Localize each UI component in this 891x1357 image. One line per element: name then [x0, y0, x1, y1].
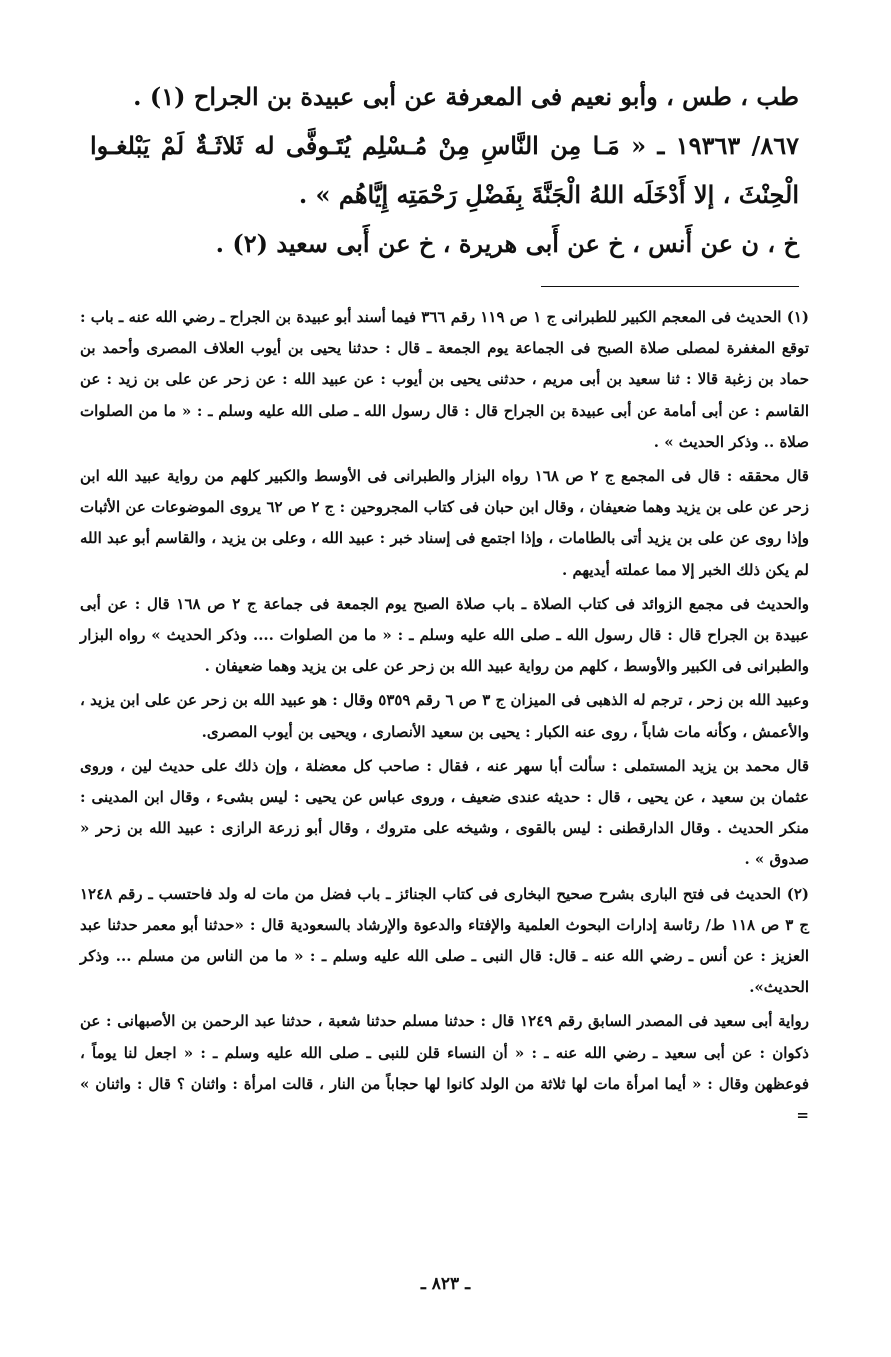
footnote-paragraph: (٢) الحديث فى فتح البارى بشرح صحيح البخارى فى كتاب الجنائز ـ باب فضل من مات له ولد فاحتسب ـ رقم ١٢٤٨ ج ٣ ص ١١٨ ط/ رئاسة إدارات البحوث العلمية والإفتاء والدعوة والإرشاد بالسعودية قال : «حدثنا أبو معمر حدثنا عبد العزيز : عن أنس ـ رضي الله عنه ـ قال: قال النبى ـ صلى الله عليه وسلم ـ : « ما من الناس من مسلم ... وذكر الحديث». [80, 884, 809, 997]
source-attribution-line: خ ، ن عن أَنس ، خ عن أَبى هريرة ، خ عن أَبى سعيد (٢) . [215, 229, 799, 258]
footnotes [80, 302, 809, 1134]
main-text [90, 72, 799, 268]
footnote-paragraph: رواية أبى سعيد فى المصدر السابق رقم ١٢٤٩ قال : حدثنا مسلم حدثنا شعبة ، حدثنا عبد الرحمن بن الأصبهانى : عن ذكوان : عن أبى سعيد ـ رضي الله عنه ـ : « أن النساء قلن للنبى ـ صلى الله عليه وسلم ـ : « اجعل لنا يوماً ، فوعظهن وقال : « أيما امرأة مات لها ثلاثة من الولد كانوا لها حجاباً من النار ، قالت امرأة : واثنان ؟ قال : واثنان » = [80, 1012, 809, 1125]
footnote-paragraph: وعبيد الله بن زحر ، ترجم له الذهبى فى الميزان ج ٣ ص ٦ رقم ٥٣٥٩ وقال : هو عبيد الله بن زحر عن على ابن يزيد ، والأعمش ، وكأنه مات شاباً ، روى عنه الكبار : يحيى بن سعيد الأنصارى ، ويحيى بن أيوب المصرى. [80, 691, 809, 741]
hadith-867-text: ٨٦٧/ ١٩٣٦٣ ـ « مَـا مِن النَّاسِ مِنْ مُـسْلِم يُتَـوفَّى له ثَلاثَـةٌ لَمْ يَبْلغـوا الْحِنْثَ ، إلا أَدْخَلَه اللهُ الْجَنَّةَ بِفَضْلِ رَحْمَتِه إِيَّاهُم » . [90, 131, 799, 209]
footnote-paragraph: والحديث فى مجمع الزوائد فى كتاب الصلاة ـ باب صلاة الصبح يوم الجمعة فى جماعة ج ٢ ص ١٦٨ قال : عن أبى عبيدة بن الجراح قال : قال رسول الله ـ صلى الله عليه وسلم ـ : « ما من الصلوات .... وذكر الحديث » رواه البزار والطبرانى فى الكبير والأوسط ، كلهم من رواية عبيد الله بن زحر عن على بن يزيد وهما ضعيفان . [80, 594, 809, 676]
page-number: ـ ٨٢٣ ـ [420, 1274, 471, 1294]
footnote-paragraph: قال محمد بن يزيد المستملى : سألت أبا سهر عنه ، فقال : صاحب كل معضلة ، وإن ذلك على حديث لين ، وروى عثمان بن سعيد ، عن يحيى ، قال : حديثه عندى ضعيف ، وروى عباس عن يحيى : ليس بشىء ، وقال ابن المدينى : منكر الحديث . وقال الدارقطنى : ليس بالقوى ، وشيخه على متروك ، وقال أبو زرعة الرازى : عبيد الله بن زحر « صدوق » . [80, 756, 809, 869]
source-attribution-line: طب ، طس ، وأبو نعيم فى المعرفة عن أبى عبيدة بن الجراح (١) . [133, 82, 799, 111]
footnote-divider [541, 286, 799, 287]
footnote-paragraph: (١) الحديث فى المعجم الكبير للطبرانى ج ١ ص ١١٩ رقم ٣٦٦ فيما أسند أبو عبيدة بن الجراح ـ رضي الله عنه ـ باب : توقع المغفرة لمصلى صلاة الصبح فى الجماعة يوم الجمعة ـ قال : حدثنا يحيى بن أيوب العلاف المصرى وأحمد بن حماد بن زغبة قالا : ثنا سعيد بن أبى مريم ، حدثنى يحيى بن أيوب : عن عبيد الله : عن زحر عن على بن زيد : عن القاسم : عن أبى أمامة عن أبى عبيدة بن الجراح قال : قال رسول الله ـ صلى الله عليه وسلم ـ : « ما من الصلوات صلاة .. وذكر الحديث » . [80, 308, 809, 451]
footnote-paragraph: قال محققه : قال فى المجمع ج ٢ ص ١٦٨ رواه البزار والطبرانى فى الأوسط والكبير كلهم من رواية عبيد الله ابن زحر عن على بن يزيد وهما ضعيفان ، وقال ابن حبان فى كتاب المجروحين : ج ٢ ص ٦٢ يروى الموضوعات عن الأثبات وإذا روى عن على بن يزيد أتى بالطامات ، وإذا اجتمع فى إسناد خبر : عبيد الله ، وعلى بن يزيد ، والقاسم أبو عبد الله لم يكن ذلك الخبر إلا مما عملته أيديهم . [80, 467, 809, 579]
